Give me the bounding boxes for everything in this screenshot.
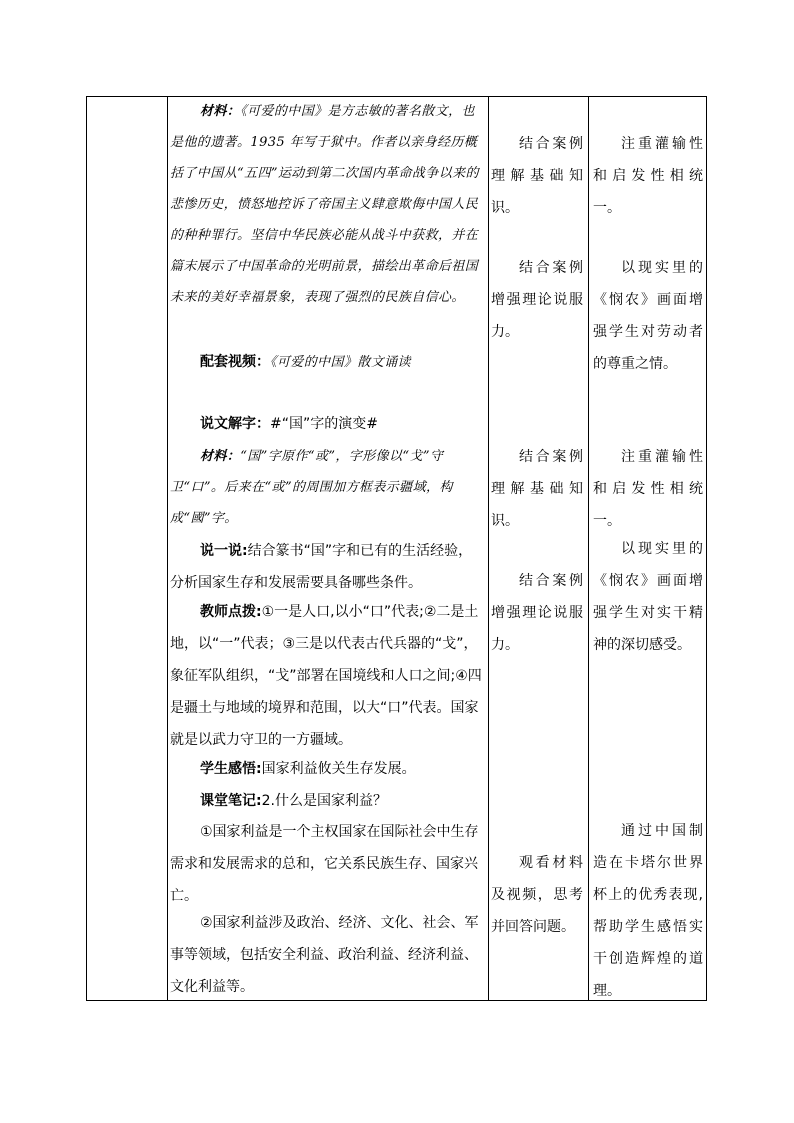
table-divider-3: [588, 96, 589, 1000]
teacher-guide-label: 教师点拨:: [200, 604, 262, 620]
activity-text-5: 观看材料及视频，思考并回答问题。: [491, 855, 583, 935]
activity-text-3: 结合案例理解基础知识。: [491, 449, 583, 529]
material2-label: 材料：: [200, 449, 241, 464]
shuowen-text: #“国”字的演变#: [270, 416, 378, 432]
material2-text: “国”字原作“或”，字形像以“戈”守卫“口”。后来在“或”的周围加方框表示疆域，构成“國”字。: [170, 449, 453, 526]
intent-text-5: 通过中国制造在卡塔尔世界杯上的优秀表现,帮助学生感悟实干创造辉煌的道理。: [593, 823, 703, 999]
material-block-2: [170, 441, 482, 534]
table-divider-1: [167, 96, 168, 1000]
intent-text-3: 注重灌输性和启发性相统一。: [593, 449, 703, 529]
student-activity-cell: [491, 0, 583, 1000]
table-border-right: [706, 96, 707, 1000]
activity-text-1: 结合案例理解基础知识。: [491, 136, 583, 216]
national-interest-point-2: ②国家利益涉及政治、经济、文化、社会、军事等领域，包括安全利益、政治利益、经济利益、文化利益等。: [170, 915, 479, 995]
intent-text-4: 以现实里的《悯农》画面增强学生对实干精神的深切感受。: [593, 541, 703, 653]
shuoyishuo-block: [170, 535, 482, 599]
class-notes-text: 2.什么是国家利益？: [261, 793, 387, 809]
intent-text-1: 注重灌输性和启发性相统一。: [593, 136, 703, 216]
activity-text-2: 结合案例增强理论说服力。: [491, 260, 583, 340]
intent-text-2: 以现实里的《悯农》画面增强学生对劳动者的尊重之情。: [593, 260, 703, 372]
teaching-stage-cell: [87, 97, 167, 1000]
video-line: [170, 346, 482, 378]
teacher-guide-text: ①一是人口,以小“口”代表;②二是土地，以“一”代表；③三是以代表古代兵器的“戈”，象征军队组织，“戈”部署在国境线和人口之间;④四是疆土与地域的境界和范围，以大“口”代表。国家就是以武力守卫的一方疆域。: [170, 604, 482, 748]
class-notes-line: [170, 785, 482, 817]
student-insight-label: 学生感悟:: [200, 761, 262, 777]
material-text: 《可爱的中国》是方志敏的著名散文，也是他的遗著。1935 年写于狱中。作者以亲身经历概括了中国从“五四”运动到第二次国内革命战争以来的悲惨历史，愤怒地控诉了帝国主义肆意欺侮中国人民的种种罪行。坚信中华民族必能从战斗中获救，并在篇末展示了中国革命的光明前景，描绘出革命后祖国未来的美好幸福景象，表现了强烈的民族自信心。: [170, 104, 479, 305]
shuoyishuo-label: 说一说:: [200, 543, 248, 559]
shuowen-line: [170, 408, 482, 440]
table-divider-2: [488, 96, 489, 1000]
activity-text-4: 结合案例增强理论说服力。: [491, 573, 583, 653]
shuowen-label: 说文解字：: [200, 416, 270, 432]
national-interest-point-1: ①国家利益是一个主权国家在国际社会中生存需求和发展需求的总和，它关系民族生存、国家兴亡。: [170, 824, 479, 904]
class-notes-label: 课堂笔记:: [200, 793, 262, 809]
teaching-content-cell: [170, 0, 482, 1000]
material-block-1: [170, 96, 482, 313]
shuoyishuo-text: 结合篆书“国”字和已有的生活经验，分析国家生存和发展需要具备哪些条件。: [170, 543, 473, 591]
material-label: 材料：: [200, 104, 241, 119]
student-insight-line: [170, 753, 482, 785]
student-insight-text: 国家利益攸关生存发展。: [261, 761, 416, 777]
video-text: 《可爱的中国》散文诵读: [270, 355, 411, 370]
video-label: 配套视频：: [200, 354, 270, 370]
teacher-guide-block: [170, 596, 482, 756]
design-intent-cell: [593, 0, 703, 1000]
